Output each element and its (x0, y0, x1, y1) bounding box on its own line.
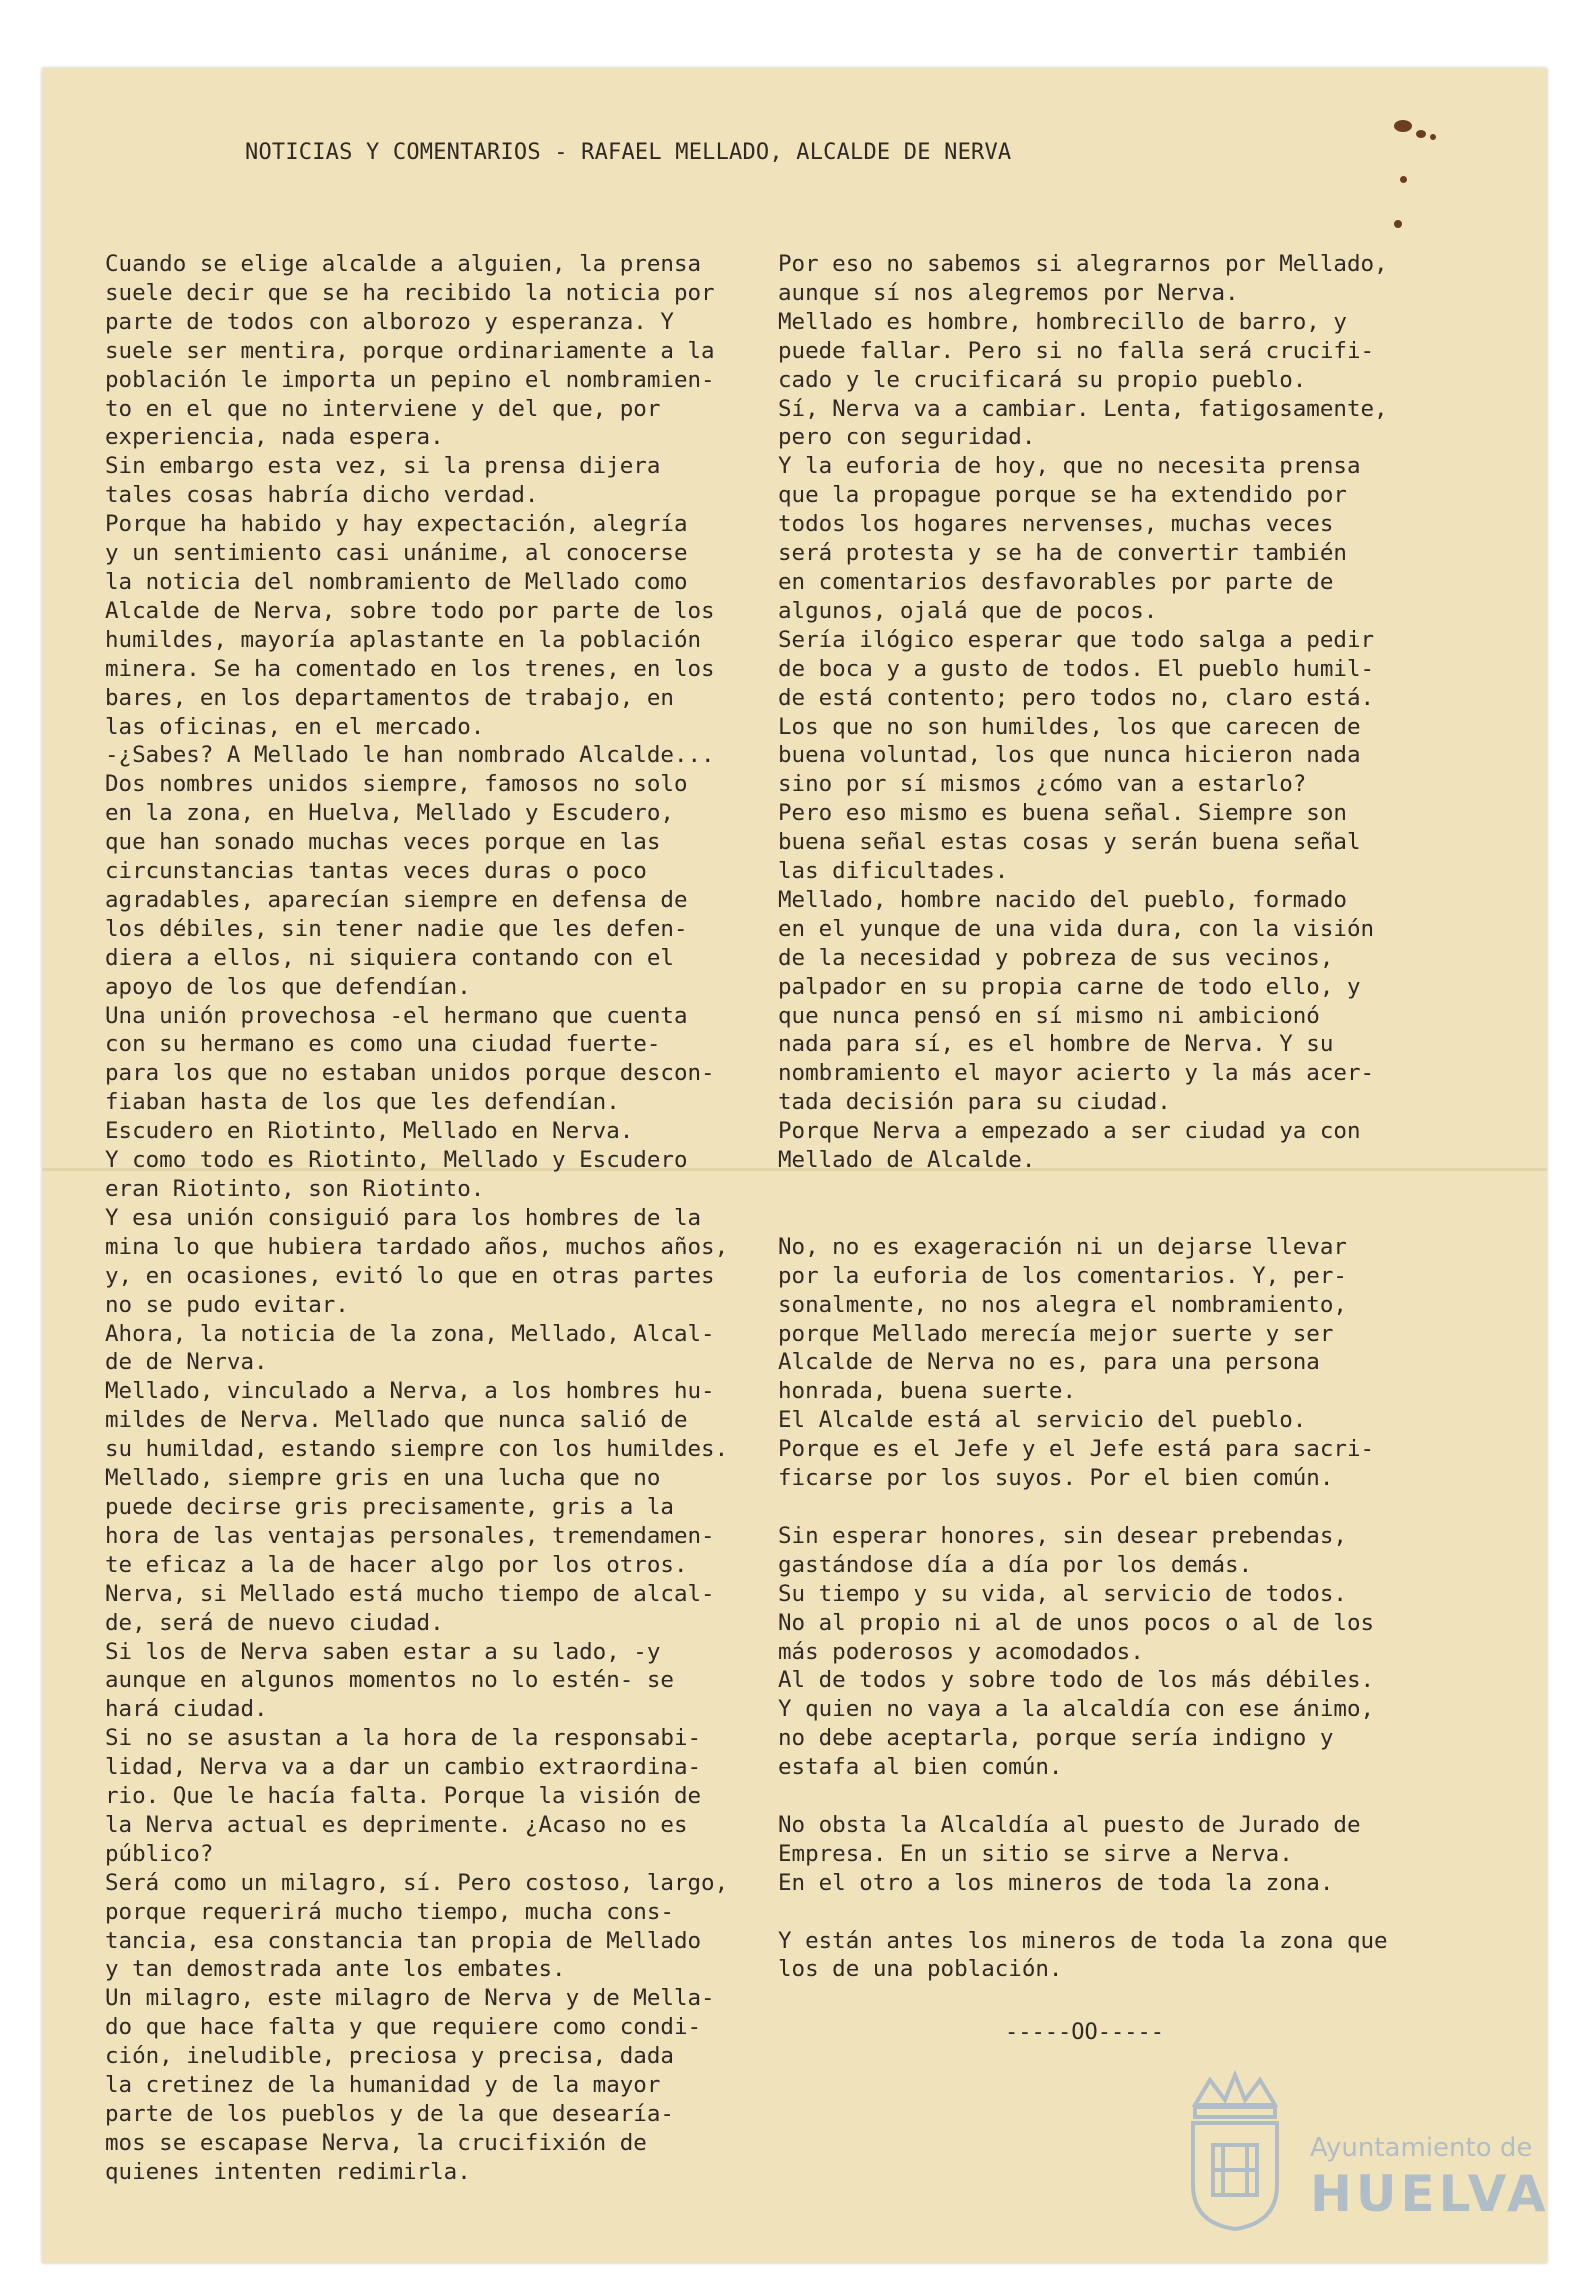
text-line: Mellado, siempre gris en una lucha que no (105, 1465, 661, 1492)
text-line: lidad, Nerva va a dar un cambio extraordina- (105, 1754, 702, 1781)
text-line: Sin esperar honores, sin desear prebendas, (778, 1522, 1347, 1549)
text-line: puede fallar. Pero si no falla será crucifi- (778, 337, 1375, 364)
text-line: quienes intenten redimirla. (105, 2158, 471, 2185)
text-line: los de una población. (778, 1956, 1063, 1983)
text-line (778, 1898, 1438, 1927)
text-line: que han sonado muchas veces porque en las (105, 829, 661, 856)
text-line: de boca y a gusto de todos. El pueblo humil- (778, 655, 1375, 682)
text-line: Mellado, vinculado a Nerva, a los hombres hu- (105, 1378, 715, 1405)
text-line: hora de las ventajas personales, tremendamen- (105, 1522, 715, 1549)
text-line: Su tiempo y su vida, al servicio de todos. (778, 1580, 1347, 1607)
text-line: Si no se asustan a la hora de la responsabi- (105, 1725, 702, 1752)
text-line: suele ser mentira, porque ordinariamente a la (105, 337, 715, 364)
ink-stain (1400, 176, 1407, 183)
text-line: hará ciudad. (105, 1696, 268, 1723)
text-line: honrada, buena suerte. (778, 1378, 1077, 1405)
text-line: público? (105, 1840, 214, 1867)
text-line: porque Mellado merecía mejor suerte y ser (778, 1320, 1334, 1347)
text-line (778, 1204, 1438, 1233)
text-line: Dos nombres unidos siempre, famosos no solo (105, 771, 688, 798)
text-line: Sí, Nerva va a cambiar. Lenta, fatigosamente, (778, 395, 1388, 422)
text-line (778, 1175, 1438, 1204)
text-line: sino por sí mismos ¿cómo van a estarlo? (778, 771, 1307, 798)
text-line: minera. Se ha comentado en los trenes, en los (105, 655, 715, 682)
text-line: te eficaz a la de hacer algo por los otros. (105, 1551, 688, 1578)
text-line: Por eso no sabemos si alegrarnos por Mellado, (778, 251, 1388, 277)
text-line: la noticia del nombramiento de Mellado como (105, 568, 688, 595)
text-line: Y quien no vaya a la alcaldía con ese ánimo, (778, 1696, 1375, 1723)
text-line: Y como todo es Riotinto, Mellado y Escudero (105, 1147, 688, 1174)
section-separator: -----OO----- (1005, 2020, 1164, 2045)
text-line: eran Riotinto, son Riotinto. (105, 1176, 485, 1202)
coat-of-arms-icon (1175, 2065, 1295, 2235)
text-line: agradables, aparecían siempre en defensa de (105, 886, 688, 913)
watermark (1165, 2065, 1550, 2255)
text-line: más poderosos y acomodados. (778, 1638, 1144, 1665)
text-line: parte de los pueblos y de la que desearía- (105, 2101, 674, 2127)
text-line: no se pudo evitar. (105, 1291, 349, 1318)
text-line: puede decirse gris precisamente, gris a la (105, 1493, 674, 1520)
text-line: de, será de nuevo ciudad. (105, 1609, 444, 1636)
text-line: apoyo de los que defendían. (105, 973, 471, 1000)
text-line: mina lo que hubiera tardado años, muchos años, (105, 1233, 729, 1260)
ink-stain (1416, 130, 1426, 138)
text-line: Una unión provechosa -el hermano que cuenta (105, 1002, 688, 1029)
text-line: suele decir que se ha recibido la noticia por (105, 279, 715, 306)
text-line: población le importa un pepino el nombramien- (105, 366, 715, 393)
text-line: do que hace falta y que requiere como condi- (105, 2014, 702, 2041)
text-line: aunque en algunos momentos no lo estén- se (105, 1667, 674, 1694)
text-line: ficarse por los suyos. Por el bien común. (778, 1465, 1334, 1492)
text-line: cado y le crucificará su propio pueblo. (778, 366, 1307, 393)
ink-stain (1394, 120, 1412, 132)
text-line: sonalmente, no nos alegra el nombramiento, (778, 1291, 1347, 1318)
text-line: Empresa. En un sitio se sirve a Nerva. (778, 1840, 1293, 1867)
document-title: NOTICIAS Y COMENTARIOS - RAFAEL MELLADO, ALCALDE DE NERVA (245, 140, 1012, 165)
text-line: en el yunque de una vida dura, con la visión (778, 915, 1375, 942)
ink-stain (1394, 220, 1402, 228)
text-line: tancia, esa constancia tan propia de Mellado (105, 1927, 702, 1954)
text-line: ción, ineludible, preciosa y precisa, dada (105, 2043, 674, 2070)
text-line: Alcalde de Nerva, sobre todo por parte de los (105, 597, 715, 624)
text-line: bares, en los departamentos de trabajo, en (105, 684, 674, 711)
text-line: aunque sí nos alegremos por Nerva. (778, 279, 1239, 306)
text-line: buena señal estas cosas y serán buena señal (778, 829, 1361, 856)
text-line: Será como un milagro, sí. Pero costoso, largo, (105, 1869, 729, 1896)
text-line: las oficinas, en el mercado. (105, 713, 485, 740)
text-line: las dificultades. (778, 858, 1009, 885)
text-line: mos se escapase Nerva, la crucifixión de (105, 2129, 647, 2156)
text-line: y, en ocasiones, evitó lo que en otras partes (105, 1262, 715, 1289)
text-line: Escudero en Riotinto, Mellado en Nerva. (105, 1118, 634, 1145)
text-line: tada decisión para su ciudad. (778, 1089, 1171, 1116)
text-line (778, 1493, 1438, 1522)
text-line: de la necesidad y pobreza de sus vecinos, (778, 944, 1334, 971)
text-line: Un milagro, este milagro de Nerva y de Mella- (105, 1985, 715, 2012)
text-line: Nerva, si Mellado está mucho tiempo de alcal- (105, 1580, 715, 1607)
text-line: Porque es el Jefe y el Jefe está para sacri- (778, 1436, 1375, 1463)
text-line: porque requerirá mucho tiempo, mucha cons- (105, 1898, 674, 1925)
text-line: todos los hogares nervenses, muchas veces (778, 511, 1334, 538)
text-line: estafa al bien común. (778, 1754, 1063, 1781)
text-line: algunos, ojalá que de pocos. (778, 597, 1158, 624)
text-line: será protesta y se ha de convertir también (778, 540, 1347, 567)
text-line: en comentarios desfavorables por parte de (778, 568, 1334, 595)
text-line (778, 1782, 1438, 1811)
text-line: to en el que no interviene y del que, por (105, 395, 661, 422)
text-line: y tan demostrada ante los embates. (105, 1956, 566, 1983)
text-line: En el otro a los mineros de toda la zona. (778, 1869, 1334, 1896)
text-line: palpador en su propia carne de todo ello, y (778, 973, 1361, 1000)
text-line: Porque ha habido y hay expectación, alegría (105, 511, 688, 538)
text-line: experiencia, nada espera. (105, 424, 444, 451)
text-line: la cretinez de la humanidad y de la mayor (105, 2072, 661, 2099)
text-line: Sería ilógico esperar que todo salga a pedir (778, 626, 1375, 653)
text-line: Mellado, hombre nacido del pueblo, formado (778, 886, 1347, 913)
text-line: circunstancias tantas veces duras o poco (105, 858, 647, 885)
left-column (105, 250, 765, 2187)
text-line: diera a ellos, ni siquiera contando con el (105, 944, 674, 971)
text-line: los débiles, sin tener nadie que les defen- (105, 915, 688, 942)
text-line: que nunca pensó en sí mismo ni ambicionó (778, 1002, 1320, 1029)
right-column (778, 250, 1438, 1984)
text-line: El Alcalde está al servicio del pueblo. (778, 1407, 1307, 1434)
text-line: para los que no estaban unidos porque descon- (105, 1060, 715, 1087)
text-line: gastándose día a día por los demás. (778, 1551, 1253, 1578)
text-line: -¿Sabes? A Mellado le han nombrado Alcalde... (105, 742, 715, 769)
text-line: mildes de Nerva. Mellado que nunca salió de (105, 1407, 688, 1434)
text-line: Mellado de Alcalde. (778, 1147, 1036, 1174)
text-line: nada para sí, es el hombre de Nerva. Y su (778, 1031, 1334, 1058)
text-line: de de Nerva. (105, 1349, 268, 1376)
text-line: y un sentimiento casi unánime, al conocerse (105, 540, 688, 567)
ink-stain (1430, 134, 1436, 140)
text-line: nombramiento el mayor acierto y la más acer- (778, 1060, 1375, 1087)
text-line: su humildad, estando siempre con los humildes. (105, 1436, 729, 1463)
text-line: Alcalde de Nerva no es, para una persona (778, 1349, 1320, 1376)
text-line: fiaban hasta de los que les defendían. (105, 1089, 620, 1116)
text-line: No obsta la Alcaldía al puesto de Jurado de (778, 1811, 1361, 1838)
text-line: Cuando se elige alcalde a alguien, la prensa (105, 251, 702, 277)
text-line: No, no es exageración ni un dejarse llevar (778, 1233, 1347, 1260)
text-line: tales cosas habría dicho verdad. (105, 482, 539, 509)
text-line: de está contento; pero todos no, claro está. (778, 684, 1375, 711)
text-line: parte de todos con alborozo y esperanza. Y (105, 308, 674, 335)
text-line: Los que no son humildes, los que carecen de (778, 713, 1361, 740)
text-line: Y esa unión consiguió para los hombres de la (105, 1204, 702, 1231)
watermark-line2: HUELVA (1310, 2165, 1550, 2223)
text-line: la Nerva actual es deprimente. ¿Acaso no es (105, 1811, 688, 1838)
text-line: Y la euforia de hoy, que no necesita prensa (778, 453, 1361, 480)
text-line: Mellado es hombre, hombrecillo de barro, y (778, 308, 1347, 335)
text-line: Sin embargo esta vez, si la prensa dijera (105, 453, 661, 480)
text-line: Ahora, la noticia de la zona, Mellado, Alcal- (105, 1320, 715, 1347)
text-line: Y están antes los mineros de toda la zona que (778, 1927, 1388, 1954)
text-line: rio. Que le hacía falta. Porque la visión de (105, 1783, 702, 1810)
text-line: Porque Nerva a empezado a ser ciudad ya con (778, 1118, 1361, 1145)
text-line: con su hermano es como una ciudad fuerte- (105, 1031, 661, 1058)
text-line: No al propio ni al de unos pocos o al de los (778, 1609, 1375, 1636)
text-line: Si los de Nerva saben estar a su lado, -y (105, 1638, 661, 1665)
text-line: Pero eso mismo es buena señal. Siempre son (778, 800, 1347, 827)
text-line: buena voluntad, los que nunca hicieron nada (778, 742, 1361, 769)
text-line: pero con seguridad. (778, 424, 1036, 451)
watermark-line1: Ayuntamiento de (1310, 2133, 1533, 2163)
text-line: Al de todos y sobre todo de los más débiles. (778, 1667, 1375, 1694)
text-line: por la euforia de los comentarios. Y, per- (778, 1262, 1347, 1289)
text-line: no debe aceptarla, porque sería indigno y (778, 1725, 1334, 1752)
text-line: que la propague porque se ha extendido por (778, 482, 1347, 509)
text-line: humildes, mayoría aplastante en la población (105, 626, 702, 653)
text-line: en la zona, en Huelva, Mellado y Escudero, (105, 800, 674, 827)
